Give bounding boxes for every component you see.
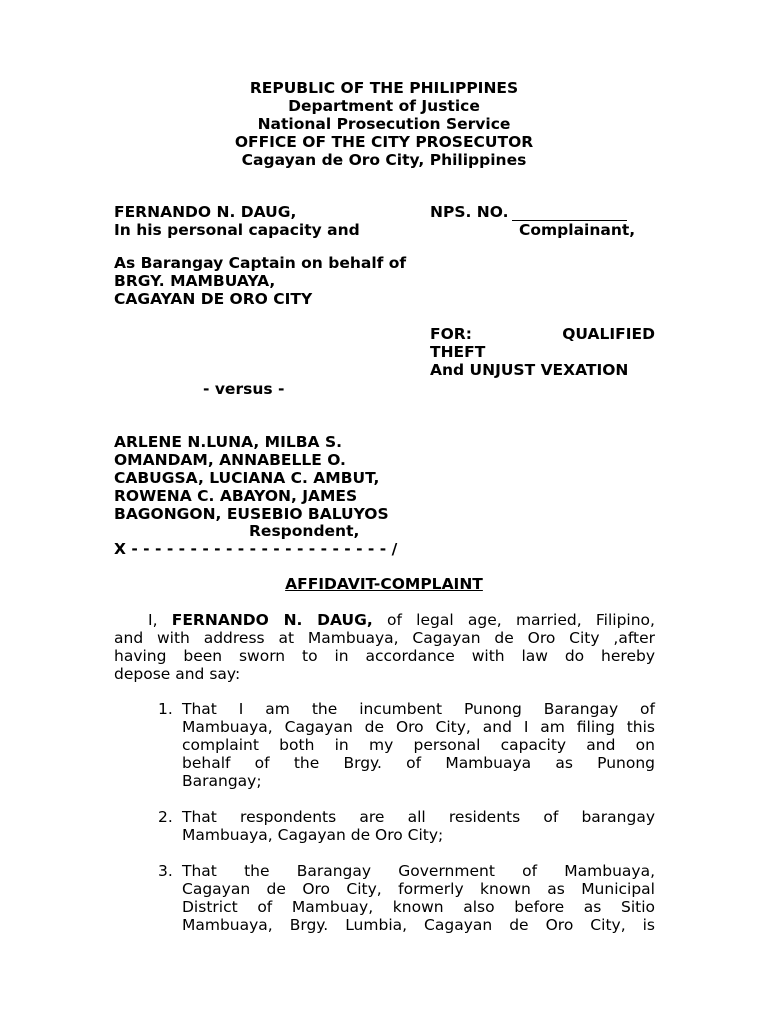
list-item <box>114 862 655 934</box>
complainant-capacity-2: As Barangay Captain on behalf of <box>114 254 407 272</box>
list-item <box>114 700 655 790</box>
item-line: That I am the incumbent Punong Barangay of <box>182 700 655 718</box>
affiant-name: FERNANDO N. DAUG, <box>171 611 373 629</box>
complainant-name: FERNANDO N. DAUG, <box>114 203 297 221</box>
item-line: Mambuaya, Brgy. Lumbia, Cagayan de Oro City, is <box>182 916 655 934</box>
respondents-line: CABUGSA, LUCIANA C. AMBUT, <box>114 469 380 487</box>
header-office: OFFICE OF THE CITY PROSECUTOR <box>234 133 534 151</box>
complainant-barangay: BRGY. MAMBUAYA, <box>114 272 276 290</box>
respondents-line: OMANDAM, ANNABELLE O. <box>114 451 346 469</box>
item-line: behalf of the Brgy. of Mambuaya as Punong <box>182 754 655 772</box>
complainant-capacity: In his personal capacity and <box>114 221 360 239</box>
nps-number-field <box>430 203 627 221</box>
intro-line-4: depose and say: <box>114 665 241 683</box>
item-line: District of Mambuay, known also before as Sitio <box>182 898 655 916</box>
document-title: AFFIDAVIT-COMPLAINT <box>285 575 483 593</box>
header-republic: REPUBLIC OF THE PHILIPPINES <box>249 79 519 97</box>
respondent-role: Respondent, <box>249 522 360 540</box>
nps-label: NPS. NO. <box>430 203 509 221</box>
item-line: That respondents are all residents of barangay <box>182 808 655 826</box>
item-line: Cagayan de Oro City, formerly known as Municipal <box>182 880 655 898</box>
intro-paragraph <box>114 611 655 683</box>
caption-separator: X - - - - - - - - - - - - - - - - - - - - - - / <box>114 540 398 558</box>
charge-block <box>430 325 655 379</box>
intro-line-3: having been sworn to in accordance with law do hereby <box>114 647 655 665</box>
complainant-role: Complainant, <box>519 221 636 239</box>
item-line: That the Barangay Government of Mambuaya, <box>182 862 655 880</box>
versus-label: - versus - <box>203 380 285 398</box>
header-department: Department of Justice <box>288 97 480 115</box>
respondents-line: ARLENE N.LUNA, MILBA S. <box>114 433 342 451</box>
charge-qualified: QUALIFIED <box>562 325 655 343</box>
list-item <box>114 808 655 844</box>
item-line: complaint both in my personal capacity and on <box>182 736 655 754</box>
for-label: FOR: <box>430 325 472 343</box>
item-number: 3. <box>158 862 173 880</box>
intro-line-1: I, FERNANDO N. DAUG, of legal age, married, Filipino, <box>148 611 655 629</box>
nps-blank-line <box>512 206 627 221</box>
intro-line-2: and with address at Mambuaya, Cagayan de Oro City ,after <box>114 629 655 647</box>
item-number: 1. <box>158 700 173 718</box>
document-header <box>0 79 768 169</box>
complainant-city: CAGAYAN DE ORO CITY <box>114 290 313 308</box>
charge-theft: THEFT <box>430 343 486 361</box>
header-service: National Prosecution Service <box>257 115 511 133</box>
header-city: Cagayan de Oro City, Philippines <box>241 151 527 169</box>
item-line: Mambuaya, Cagayan de Oro City; <box>182 826 444 844</box>
respondents-line: ROWENA C. ABAYON, JAMES <box>114 487 358 505</box>
charge-vexation: And UNJUST VEXATION <box>430 361 629 379</box>
item-number: 2. <box>158 808 173 826</box>
item-line: Mambuaya, Cagayan de Oro City, and I am filing this <box>182 718 655 736</box>
allegations-list <box>114 700 655 952</box>
item-line: Barangay; <box>182 772 262 790</box>
respondents-line: BAGONGON, EUSEBIO BALUYOS <box>114 505 389 523</box>
